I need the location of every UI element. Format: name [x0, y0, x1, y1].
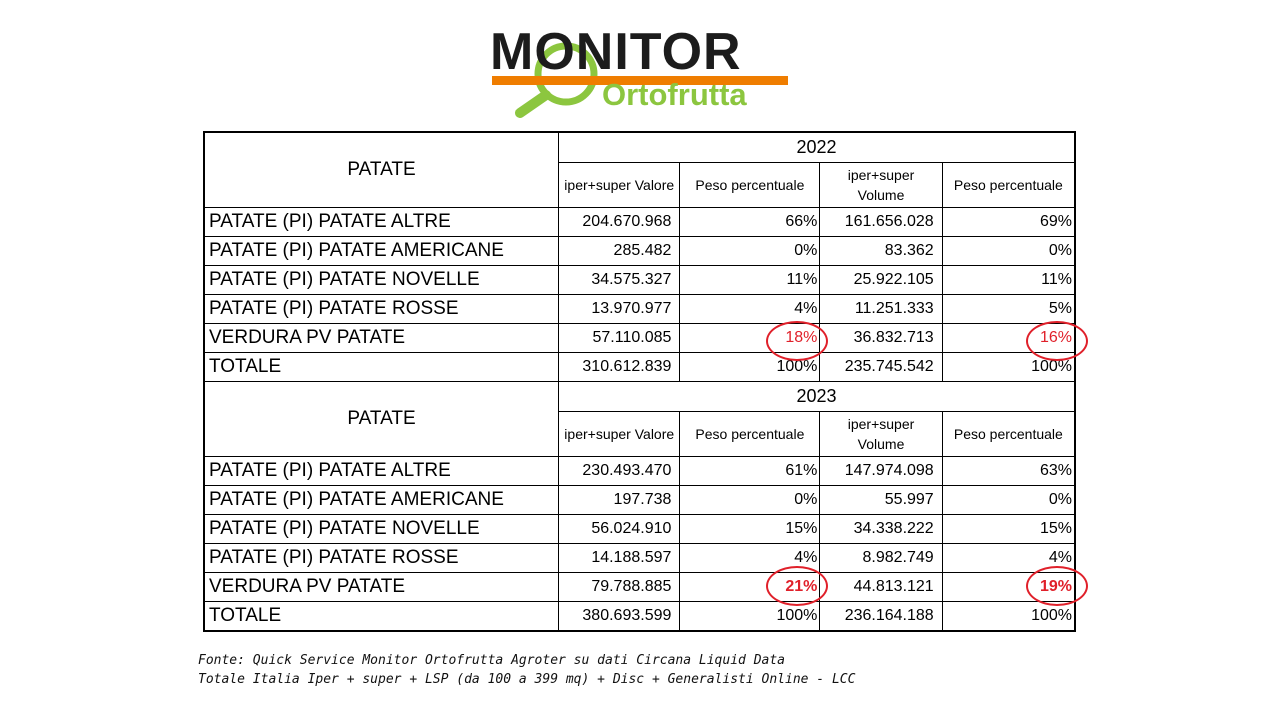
- row-name: VERDURA PV PATATE: [204, 324, 559, 353]
- row-value-share: 15%: [680, 515, 820, 544]
- row-volume-share: 5%: [942, 295, 1075, 324]
- row-name: PATATE (PI) PATATE NOVELLE: [204, 266, 559, 295]
- row-value: 79.788.885: [559, 573, 680, 602]
- col-volume-share-header: Peso percentuale: [942, 412, 1075, 457]
- table-row: [204, 208, 1075, 237]
- row-volume-share-highlight: 16%: [942, 324, 1075, 353]
- category-header: PATATE: [204, 382, 559, 457]
- row-volume: 44.813.121: [820, 573, 942, 602]
- row-name: TOTALE: [204, 602, 559, 632]
- row-volume: 8.982.749: [820, 544, 942, 573]
- row-name: PATATE (PI) PATATE NOVELLE: [204, 515, 559, 544]
- sales-table: [203, 131, 1076, 632]
- source-note-line: Fonte: Quick Service Monitor Ortofrutta Agroter su dati Circana Liquid Data: [198, 653, 785, 668]
- row-value: 204.670.968: [559, 208, 680, 237]
- row-value: 285.482: [559, 237, 680, 266]
- row-volume: 34.338.222: [820, 515, 942, 544]
- year-header-row: [204, 132, 1075, 163]
- row-volume: 11.251.333: [820, 295, 942, 324]
- row-volume-share: 100%: [942, 353, 1075, 382]
- col-volume-header: iper+super Volume: [820, 163, 942, 208]
- year-label: 2023: [559, 382, 1075, 412]
- table-row: [204, 544, 1075, 573]
- highlight-circle: [1026, 566, 1088, 606]
- row-name: PATATE (PI) PATATE AMERICANE: [204, 486, 559, 515]
- table-row: [204, 486, 1075, 515]
- row-value-share: 61%: [680, 457, 820, 486]
- category-header: PATATE: [204, 132, 559, 208]
- highlight-circle: [1026, 321, 1088, 361]
- row-volume: 236.164.188: [820, 602, 942, 632]
- row-value: 380.693.599: [559, 602, 680, 632]
- logo-word-ortofrutta: Ortofrutta: [602, 77, 747, 112]
- row-volume: 36.832.713: [820, 324, 942, 353]
- row-value-share: 0%: [680, 486, 820, 515]
- row-name: PATATE (PI) PATATE ALTRE: [204, 457, 559, 486]
- row-volume-share: 100%: [942, 602, 1075, 632]
- col-value-header: iper+super Valore: [559, 163, 680, 208]
- col-value-header: iper+super Valore: [559, 412, 680, 457]
- row-volume-share: 69%: [942, 208, 1075, 237]
- row-volume-share-highlight: 19%: [942, 573, 1075, 602]
- row-value: 197.738: [559, 486, 680, 515]
- table-row: [204, 237, 1075, 266]
- table-row: [204, 457, 1075, 486]
- row-name: PATATE (PI) PATATE ROSSE: [204, 544, 559, 573]
- row-volume-share: 4%: [942, 544, 1075, 573]
- table-row: [204, 295, 1075, 324]
- row-volume-share: 15%: [942, 515, 1075, 544]
- row-value-share: 100%: [680, 602, 820, 632]
- row-volume-share: 0%: [942, 237, 1075, 266]
- row-value: 56.024.910: [559, 515, 680, 544]
- row-value-share: 0%: [680, 237, 820, 266]
- row-value-share: 4%: [680, 295, 820, 324]
- col-value-share-header: Peso percentuale: [680, 412, 820, 457]
- row-value-share: 100%: [680, 353, 820, 382]
- row-name: TOTALE: [204, 353, 559, 382]
- year-header-row: [204, 382, 1075, 412]
- col-volume-share-header: Peso percentuale: [942, 163, 1075, 208]
- col-value-share-header: Peso percentuale: [680, 163, 820, 208]
- row-value: 34.575.327: [559, 266, 680, 295]
- coverage-note-line: Totale Italia Iper + super + LSP (da 100 a 399 mq) + Disc + Generalisti Online - LCC: [198, 672, 856, 687]
- row-name: VERDURA PV PATATE: [204, 573, 559, 602]
- year-label: 2022: [559, 132, 1075, 163]
- row-name: PATATE (PI) PATATE ROSSE: [204, 295, 559, 324]
- row-volume-share: 11%: [942, 266, 1075, 295]
- table-row: [204, 515, 1075, 544]
- row-value: 310.612.839: [559, 353, 680, 382]
- highlight-circle: [766, 321, 828, 361]
- row-name: PATATE (PI) PATATE ALTRE: [204, 208, 559, 237]
- row-volume: 147.974.098: [820, 457, 942, 486]
- total-row: [204, 602, 1075, 632]
- table-row-highlight: [204, 324, 1075, 353]
- table-row: [204, 266, 1075, 295]
- total-row: [204, 353, 1075, 382]
- row-volume-share: 0%: [942, 486, 1075, 515]
- row-value: 57.110.085: [559, 324, 680, 353]
- col-volume-header: iper+super Volume: [820, 412, 942, 457]
- row-volume: 161.656.028: [820, 208, 942, 237]
- row-volume-share: 63%: [942, 457, 1075, 486]
- row-value-share: 11%: [680, 266, 820, 295]
- row-volume: 55.997: [820, 486, 942, 515]
- row-name: PATATE (PI) PATATE AMERICANE: [204, 237, 559, 266]
- row-volume: 235.745.542: [820, 353, 942, 382]
- source-notes: [198, 651, 855, 689]
- row-value: 13.970.977: [559, 295, 680, 324]
- row-value-share: 66%: [680, 208, 820, 237]
- row-value-share-highlight: 21%: [680, 573, 820, 602]
- table-row-highlight: [204, 573, 1075, 602]
- monitor-ortofrutta-logo: [490, 22, 790, 118]
- highlight-circle: [766, 566, 828, 606]
- row-value-share: 4%: [680, 544, 820, 573]
- row-volume: 25.922.105: [820, 266, 942, 295]
- row-value-share-highlight: 18%: [680, 324, 820, 353]
- row-value: 230.493.470: [559, 457, 680, 486]
- row-volume: 83.362: [820, 237, 942, 266]
- logo-word-monitor: MONITOR: [490, 23, 742, 81]
- row-value: 14.188.597: [559, 544, 680, 573]
